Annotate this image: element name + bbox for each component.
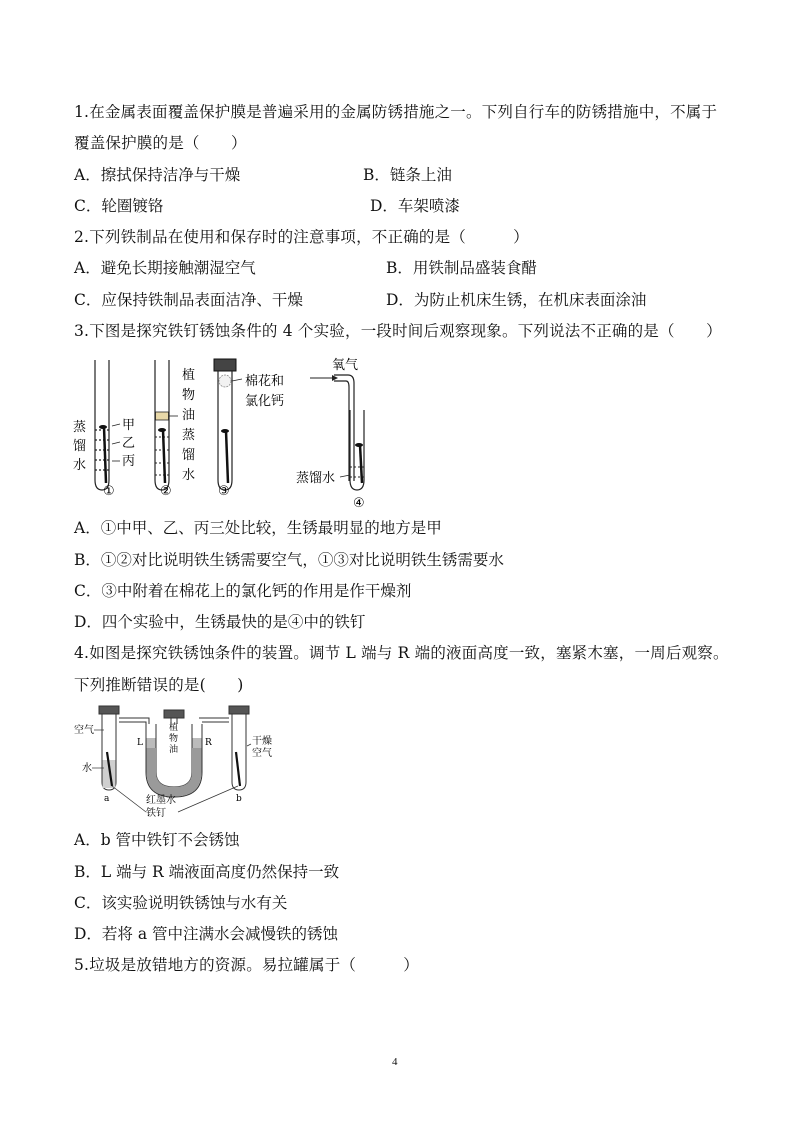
q4-dry-air-label-1: 干燥 [252,736,272,747]
q4-oil-label-2: 物 [169,734,179,744]
q2-option-d: D．为防止机床生锈，在机床表面涂油 [386,291,647,309]
q3-water4-label: 蒸馏水 [296,471,336,486]
q3-water2-label-3: 水 [182,468,196,483]
page-number: 4 [392,1056,398,1068]
q4-a-label: a [104,794,110,804]
q4-oil-label-1: 植 [169,723,179,733]
q4-R-label: R [205,738,212,748]
q1-option-a: A．擦拭保持洁净与干燥 [74,166,241,184]
q3-water2-label-1: 蒸 [182,428,196,443]
q3-position-jia: 甲 [122,418,136,433]
q1-option-c: C．轮圈镀铬 [74,197,164,215]
q3-cotton-label-1: 棉花和 [245,374,285,389]
q3-number-2: ② [160,484,172,499]
q3-figure [70,355,390,515]
q4-air-label: 空气 [74,725,94,736]
q3-cotton-label-2: 氯化钙 [245,394,285,409]
q4-water-label: 水 [82,763,92,774]
q1-stem-line1: 1.在金属表面覆盖保护膜是普遍采用的金属防锈措施之一。下列自行车的防锈措施中，不属于 [74,103,718,121]
oil-layer [156,412,169,420]
q3-number-4: ④ [353,496,365,511]
q3-option-b: B．①②对比说明铁生锈需要空气，①③对比说明铁生锈需要水 [74,551,504,569]
nail-b [236,752,240,786]
q3-oil-label-3: 油 [182,408,196,423]
q3-position-bing: 丙 [122,454,136,469]
q4-L-label: L [137,738,143,748]
q3-oil-label-1: 植 [182,368,196,383]
q2-option-b: B．用铁制品盛装食醋 [386,259,537,277]
q3-option-a: A．①中甲、乙、丙三处比较，生锈最明显的地方是甲 [74,519,442,537]
q4-nail-label: 铁钉 [146,808,166,819]
q4-dry-air-label-2: 空气 [252,748,272,759]
tube-1 [95,360,109,490]
q3-left-label-2: 馏 [73,439,87,454]
q1-option-b: B．链条上油 [363,166,452,184]
q2-option-c: C．应保持铁制品表面洁净、干燥 [74,291,303,309]
q3-number-3: ③ [218,484,230,499]
q4-figure [74,702,274,820]
stopper-3 [214,359,236,371]
nail-3 [226,431,228,483]
q4-option-a: A．b 管中铁钉不会锈蚀 [74,831,240,849]
q3-option-d: D．四个实验中，生锈最快的是④中的铁钉 [74,613,366,631]
q3-position-yi: 乙 [122,436,136,451]
q1-option-d: D．车架喷漆 [370,197,460,215]
q2-option-a: A．避免长期接触潮湿空气 [74,259,256,277]
stopper-b [229,706,249,714]
q4-b-label: b [236,794,242,804]
q4-oil-label-3: 油 [169,745,179,755]
nail-4 [360,445,362,483]
q4-option-b: B．L 端与 R 端液面高度仍然保持一致 [74,863,340,881]
tube-4 [334,375,364,490]
q4-option-c: C．该实验说明铁锈蚀与水有关 [74,894,288,912]
q3-left-label-3: 水 [73,458,87,473]
q3-option-c: C．③中附着在棉花上的氯化钙的作用是作干燥剂 [74,582,412,600]
q3-oil-label-2: 物 [182,388,196,403]
cotton-ball [219,375,231,387]
q5-stem: 5.垃圾是放错地方的资源。易拉罐属于（ ） [74,956,419,974]
q3-left-label-1: 蒸 [73,420,87,435]
q3-number-1: ① [103,484,115,499]
stopper-a [99,706,119,714]
q4-stem-line2: 下列推断错误的是( ) [74,676,244,694]
q3-stem: 3.下图是探究铁钉锈蚀条件的 4 个实验，一段时间后观察现象。下列说法不正确的是（ ） [74,322,722,340]
q2-stem: 2.下列铁制品在使用和保存时的注意事项，不正确的是（ ） [74,228,529,246]
q3-oxygen-label: 氧气 [332,358,359,373]
tube-2 [155,360,169,490]
q1-stem-line2: 覆盖保护膜的是（ ） [74,134,247,152]
q3-water2-label-2: 馏 [182,448,196,463]
q4-ink-label: 红墨水 [146,795,176,806]
q4-option-d: D．若将 a 管中注满水会减慢铁的锈蚀 [74,925,339,943]
q4-stem-line1: 4.如图是探究铁锈蚀条件的装置。调节 L 端与 R 端的液面高度一致，塞紧木塞，一周后观察。 [74,644,729,662]
nail-1 [104,427,106,483]
